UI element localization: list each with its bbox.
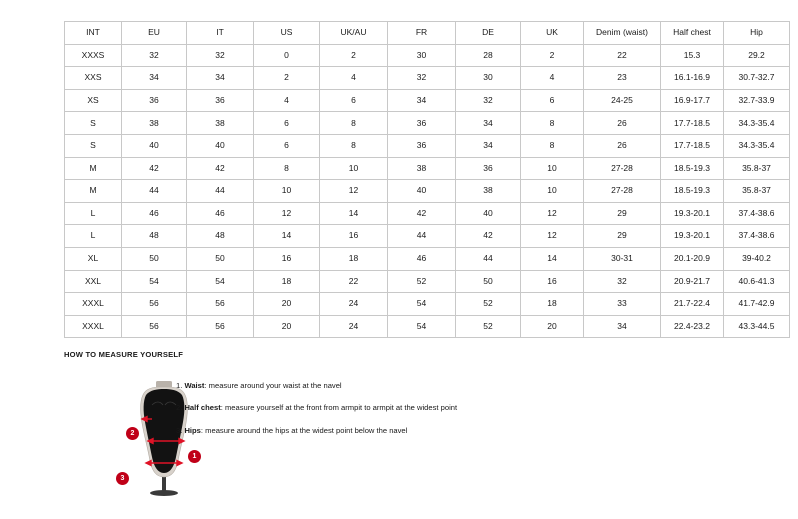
table-cell: 41.7-42.9	[724, 293, 790, 316]
table-body	[65, 44, 790, 338]
table-row	[65, 270, 790, 293]
table-cell: 42	[122, 157, 187, 180]
table-cell: 54	[122, 270, 187, 293]
table-cell: 44	[122, 180, 187, 203]
table-row	[65, 134, 790, 157]
table-cell: 40	[122, 134, 187, 157]
table-cell: 4	[320, 67, 388, 90]
table-cell: 30	[456, 67, 521, 90]
table-cell: 12	[521, 202, 584, 225]
table-cell: 32	[456, 89, 521, 112]
table-cell: 37.4-38.6	[724, 202, 790, 225]
measure-note-label: Waist	[184, 381, 205, 390]
column-header: IT	[187, 22, 254, 45]
measure-note-index: 2.	[176, 403, 185, 413]
table-cell: 27-28	[584, 180, 661, 203]
table-cell: 52	[456, 293, 521, 316]
table-cell: 14	[320, 202, 388, 225]
measure-note-text: : measure around the hips at the widest point below the navel	[200, 425, 408, 435]
table-cell: 34.3-35.4	[724, 112, 790, 135]
table-cell: 20	[254, 293, 320, 316]
table-cell: 33	[584, 293, 661, 316]
table-cell: 12	[254, 202, 320, 225]
table-cell: 20	[521, 315, 584, 338]
table-cell: 56	[187, 293, 254, 316]
table-cell: 38	[388, 157, 456, 180]
measure-note	[176, 381, 716, 391]
measure-note-text: : measure yourself at the front from armpit to armpit at the widest point	[220, 403, 458, 413]
table-cell: 18	[521, 293, 584, 316]
table-cell: 54	[388, 293, 456, 316]
table-cell: 4	[521, 67, 584, 90]
table-cell: 40.6-41.3	[724, 270, 790, 293]
table-cell: 22.4-23.2	[661, 315, 724, 338]
table-row	[65, 180, 790, 203]
table-cell: 20.9-21.7	[661, 270, 724, 293]
table-cell: 8	[521, 112, 584, 135]
table-cell: S	[65, 112, 122, 135]
table-cell: 8	[254, 157, 320, 180]
table-cell: 34	[456, 134, 521, 157]
table-row	[65, 44, 790, 67]
table-cell: 10	[521, 180, 584, 203]
column-header: Half chest	[661, 22, 724, 45]
table-cell: 24	[320, 315, 388, 338]
table-cell: 16	[521, 270, 584, 293]
measure-notes-list	[176, 381, 716, 448]
table-cell: 36	[122, 89, 187, 112]
table-cell: 19.3-20.1	[661, 225, 724, 248]
table-row	[65, 293, 790, 316]
table-cell: 27-28	[584, 157, 661, 180]
table-cell: 44	[187, 180, 254, 203]
table-cell: 35.8-37	[724, 180, 790, 203]
table-row	[65, 315, 790, 338]
table-cell: 24	[320, 293, 388, 316]
table-cell: 46	[187, 202, 254, 225]
table-cell: L	[65, 202, 122, 225]
table-cell: 26	[584, 112, 661, 135]
table-cell: 10	[521, 157, 584, 180]
table-cell: 38	[187, 112, 254, 135]
column-header: UK	[521, 22, 584, 45]
table-cell: XS	[65, 89, 122, 112]
table-cell: 56	[122, 293, 187, 316]
table-cell: 34	[122, 67, 187, 90]
table-header	[65, 22, 790, 45]
table-cell: 32	[388, 67, 456, 90]
table-cell: 56	[187, 315, 254, 338]
table-cell: XXXL	[65, 293, 122, 316]
table-cell: 16	[254, 247, 320, 270]
table-cell: 32.7-33.9	[724, 89, 790, 112]
table-cell: 46	[388, 247, 456, 270]
table-cell: 23	[584, 67, 661, 90]
table-cell: 34	[456, 112, 521, 135]
table-cell: 20	[254, 315, 320, 338]
table-cell: 48	[122, 225, 187, 248]
measure-note-label: Half chest	[184, 403, 221, 413]
column-header: DE	[456, 22, 521, 45]
table-cell: 34.3-35.4	[724, 134, 790, 157]
table-cell: 12	[320, 180, 388, 203]
measure-note-text: : measure around your waist at the navel	[204, 381, 342, 390]
table-cell: 19.3-20.1	[661, 202, 724, 225]
table-cell: 17.7-18.5	[661, 112, 724, 135]
table-cell: 28	[456, 44, 521, 67]
measure-note	[176, 403, 716, 413]
table-cell: 18	[254, 270, 320, 293]
table-cell: 46	[122, 202, 187, 225]
table-cell: 30	[388, 44, 456, 67]
table-cell: 24-25	[584, 89, 661, 112]
table-cell: 6	[254, 112, 320, 135]
table-cell: S	[65, 134, 122, 157]
table-cell: 22	[320, 270, 388, 293]
table-cell: 44	[388, 225, 456, 248]
table-cell: 36	[456, 157, 521, 180]
table-cell: L	[65, 225, 122, 248]
table-cell: 42	[187, 157, 254, 180]
table-cell: 40	[456, 202, 521, 225]
table-cell: 16.1-16.9	[661, 67, 724, 90]
table-cell: 17.7-18.5	[661, 134, 724, 157]
table-cell: 2	[521, 44, 584, 67]
table-cell: 10	[320, 157, 388, 180]
table-row	[65, 202, 790, 225]
table-cell: 16	[320, 225, 388, 248]
measure-note-label: Hips	[184, 425, 201, 435]
table-cell: 6	[254, 134, 320, 157]
table-row	[65, 225, 790, 248]
column-header: Denim (waist)	[584, 22, 661, 45]
table-cell: 48	[187, 225, 254, 248]
table-cell: 40	[187, 134, 254, 157]
table-cell: 18	[320, 247, 388, 270]
table-cell: 30-31	[584, 247, 661, 270]
table-cell: 50	[456, 270, 521, 293]
column-header: FR	[388, 22, 456, 45]
table-cell: 29	[584, 202, 661, 225]
table-cell: 44	[456, 247, 521, 270]
table-cell: 10	[254, 180, 320, 203]
table-cell: 50	[122, 247, 187, 270]
table-cell: 52	[388, 270, 456, 293]
table-cell: 29.2	[724, 44, 790, 67]
table-cell: 54	[187, 270, 254, 293]
size-chart-table	[64, 21, 790, 338]
table-row	[65, 157, 790, 180]
table-cell: 56	[122, 315, 187, 338]
table-cell: 16.9-17.7	[661, 89, 724, 112]
table-cell: 6	[320, 89, 388, 112]
table-cell: 0	[254, 44, 320, 67]
table-row	[65, 89, 790, 112]
table-cell: 14	[254, 225, 320, 248]
table-cell: 40	[388, 180, 456, 203]
marker-1: 1	[188, 450, 201, 463]
table-cell: 50	[187, 247, 254, 270]
table-cell: 20.1-20.9	[661, 247, 724, 270]
table-cell: 8	[320, 134, 388, 157]
column-header: UK/AU	[320, 22, 388, 45]
table-cell: 26	[584, 134, 661, 157]
table-cell: 8	[521, 134, 584, 157]
table-cell: 34	[187, 67, 254, 90]
table-cell: 39-40.2	[724, 247, 790, 270]
table-cell: 43.3-44.5	[724, 315, 790, 338]
size-chart-container	[64, 21, 775, 338]
table-cell: 36	[388, 134, 456, 157]
column-header: US	[254, 22, 320, 45]
table-cell: XXXS	[65, 44, 122, 67]
table-cell: 14	[521, 247, 584, 270]
table-cell: M	[65, 157, 122, 180]
table-cell: M	[65, 180, 122, 203]
table-row	[65, 247, 790, 270]
table-cell: 36	[388, 112, 456, 135]
table-cell: 8	[320, 112, 388, 135]
table-header-row	[65, 22, 790, 45]
table-cell: 4	[254, 89, 320, 112]
table-cell: 18.5-19.3	[661, 180, 724, 203]
table-row	[65, 112, 790, 135]
table-cell: 22	[584, 44, 661, 67]
table-cell: 34	[584, 315, 661, 338]
table-cell: 12	[521, 225, 584, 248]
how-to-measure-section	[64, 350, 744, 482]
table-cell: XL	[65, 247, 122, 270]
table-cell: 36	[187, 89, 254, 112]
table-cell: 37.4-38.6	[724, 225, 790, 248]
table-cell: 2	[320, 44, 388, 67]
measure-note	[176, 426, 716, 436]
table-cell: 32	[122, 44, 187, 67]
marker-2: 2	[126, 427, 139, 440]
column-header: INT	[65, 22, 122, 45]
table-cell: 18.5-19.3	[661, 157, 724, 180]
column-header: Hip	[724, 22, 790, 45]
table-cell: 34	[388, 89, 456, 112]
table-row	[65, 67, 790, 90]
table-cell: 15.3	[661, 44, 724, 67]
table-cell: 32	[584, 270, 661, 293]
column-header: EU	[122, 22, 187, 45]
table-cell: XXS	[65, 67, 122, 90]
table-cell: 2	[254, 67, 320, 90]
table-cell: XXL	[65, 270, 122, 293]
table-cell: 30.7-32.7	[724, 67, 790, 90]
measure-note-index: 1.	[176, 381, 185, 390]
table-cell: 6	[521, 89, 584, 112]
table-cell: 29	[584, 225, 661, 248]
table-cell: 32	[187, 44, 254, 67]
measure-note-index: 3.	[176, 425, 185, 435]
how-to-measure-title: HOW TO MEASURE YOURSELF	[64, 350, 184, 359]
table-cell: 21.7-22.4	[661, 293, 724, 316]
table-cell: 54	[388, 315, 456, 338]
table-cell: 52	[456, 315, 521, 338]
table-cell: XXXL	[65, 315, 122, 338]
table-cell: 38	[122, 112, 187, 135]
table-cell: 35.8-37	[724, 157, 790, 180]
table-cell: 38	[456, 180, 521, 203]
marker-3: 3	[116, 472, 129, 485]
table-cell: 42	[388, 202, 456, 225]
table-cell: 42	[456, 225, 521, 248]
